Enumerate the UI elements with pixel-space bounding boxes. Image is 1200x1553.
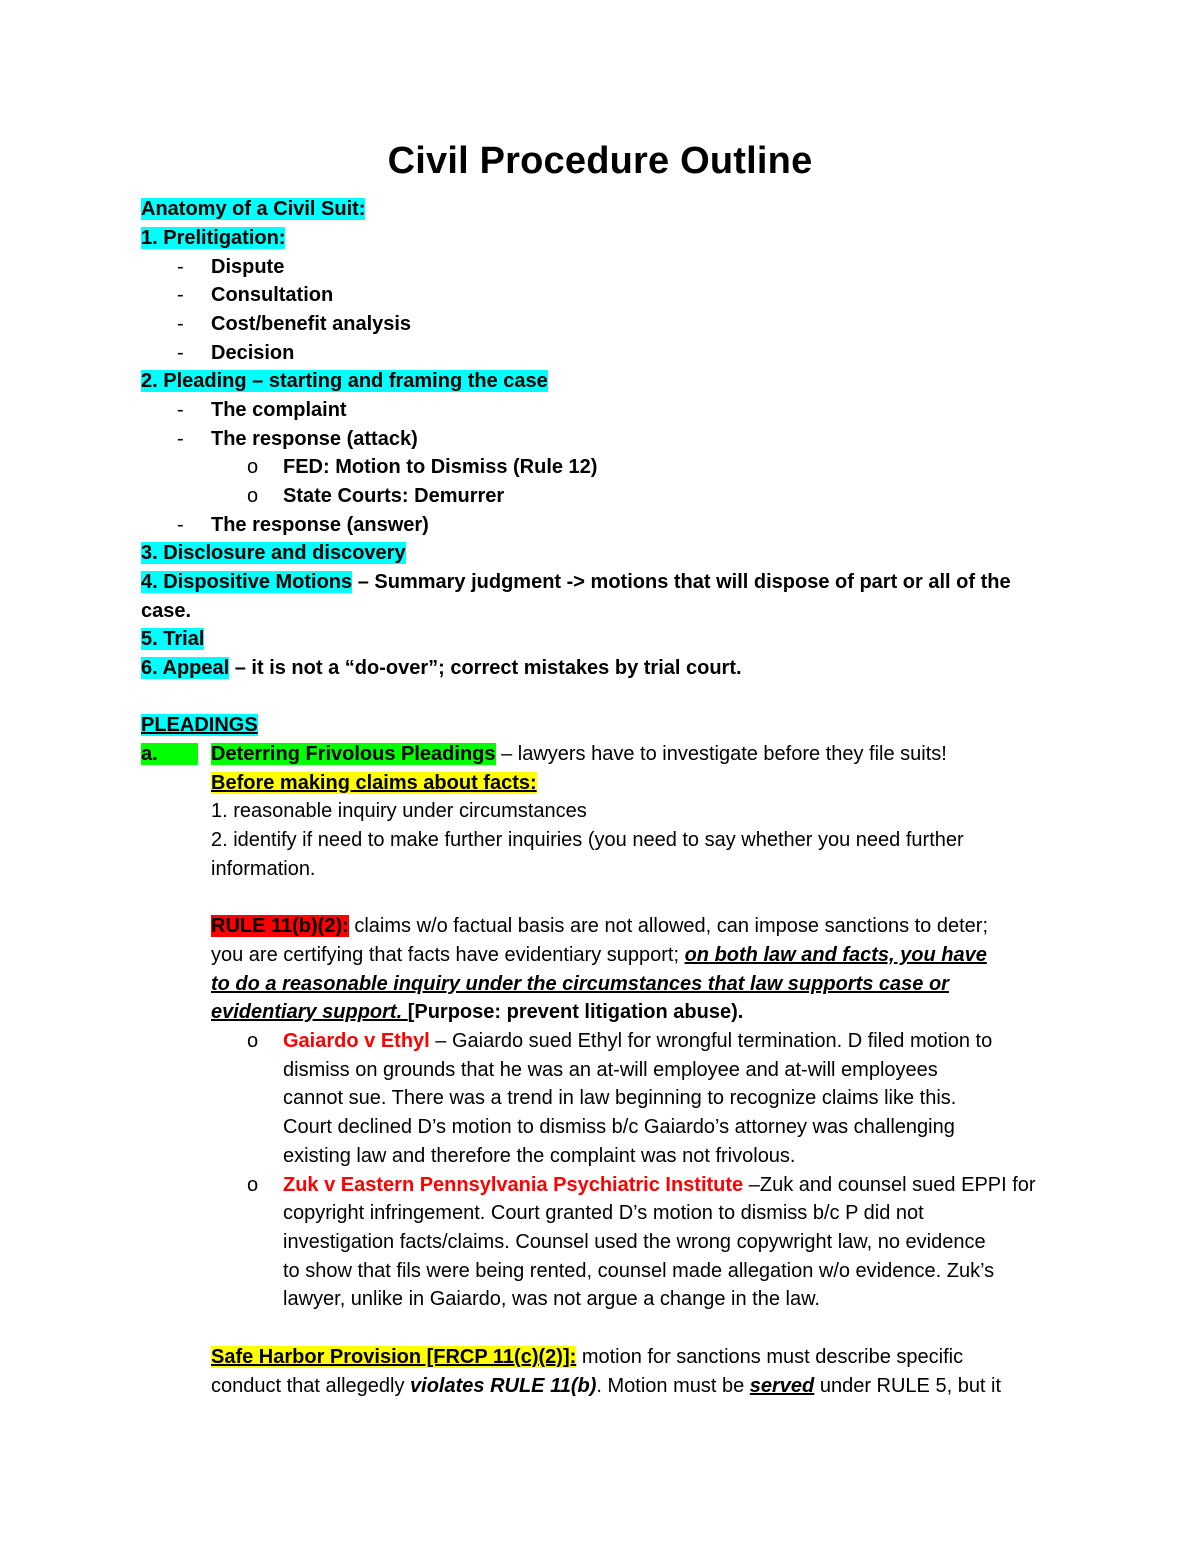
list-item: Cost/benefit analysis [211, 313, 412, 335]
before-heading: Before making claims about facts: [211, 772, 537, 794]
case-line: investigation facts/claims. Counsel used the wrong copywright law, no evidence [283, 1231, 986, 1253]
safe-harbor-line: conduct that allegedly violates RULE 11(b). Motion must be served under RULE 5, but it [211, 1375, 1002, 1397]
case-line: Court declined D’s motion to dismiss b/c Gaiardo’s attorney was challenging [283, 1116, 955, 1138]
item-a: Deterring Frivolous Pleadings – lawyers have to investigate before they file suits! [211, 743, 947, 765]
paragraph-line: 1. reasonable inquiry under circumstances [211, 800, 587, 822]
paragraph-line: information. [211, 858, 316, 880]
pleadings-heading: PLEADINGS [141, 714, 258, 736]
case-line: cannot sue. There was a trend in law beginning to recognize claims like this. [283, 1087, 957, 1109]
bullet-dash: - [177, 313, 184, 335]
section-dispositive: 4. Dispositive Motions – Summary judgment -> motions that will dispose of part or all of the [141, 571, 1011, 593]
list-item: The response (attack) [211, 428, 418, 450]
bullet-dash: - [177, 514, 184, 536]
section-dispositive-cont: case. [141, 600, 192, 622]
bullet-circle: o [247, 456, 259, 478]
case-gaiardo: Gaiardo v Ethyl – Gaiardo sued Ethyl for wrongful termination. D filed motion to [283, 1030, 993, 1052]
paragraph-line: 2. identify if need to make further inquiries (you need to say whether you need further [211, 829, 964, 851]
list-item: Decision [211, 342, 295, 364]
case-line: copyright infringement. Court granted D’s motion to dismiss b/c P did not [283, 1202, 924, 1224]
list-item: Consultation [211, 284, 334, 306]
case-zuk: Zuk v Eastern Pennsylvania Psychiatric Institute –Zuk and counsel sued EPPI for [283, 1174, 1036, 1196]
list-item: Dispute [211, 256, 285, 278]
list-item: The complaint [211, 399, 347, 421]
case-line: lawyer, unlike in Gaiardo, was not argue a change in the law. [283, 1288, 820, 1310]
section-trial: 5. Trial [141, 628, 205, 650]
sub-list-item: State Courts: Demurrer [283, 485, 505, 507]
document-title: Civil Procedure Outline [387, 140, 813, 182]
rule-11-line: you are certifying that facts have evidentiary support; on both law and facts, you have [211, 944, 987, 966]
case-line: to show that fils were being rented, counsel made allegation w/o evidence. Zuk’s [283, 1260, 995, 1282]
sub-list-item: FED: Motion to Dismiss (Rule 12) [283, 456, 598, 478]
rule-11-line: RULE 11(b)(2): claims w/o factual basis are not allowed, can impose sanctions to deter; [211, 915, 989, 937]
bullet-dash: - [177, 342, 184, 364]
bullet-dash: - [177, 284, 184, 306]
section-disclosure: 3. Disclosure and discovery [141, 542, 406, 564]
bullet-circle: o [247, 485, 259, 507]
case-line: dismiss on grounds that he was an at-will employee and at-will employees [283, 1059, 938, 1081]
section-appeal: 6. Appeal – it is not a “do-over”; correct mistakes by trial court. [141, 657, 742, 679]
bullet-circle: o [247, 1030, 259, 1052]
section-prelitigation: 1. Prelitigation: [141, 227, 286, 249]
list-item: The response (answer) [211, 514, 429, 536]
bullet-dash: - [177, 399, 184, 421]
safe-harbor-line: Safe Harbor Provision [FRCP 11(c)(2)]: motion for sanctions must describe specific [211, 1346, 964, 1368]
bullet-dash: - [177, 256, 184, 278]
rule-11-line: to do a reasonable inquiry under the circumstances that law supports case or [211, 973, 949, 995]
bullet-dash: - [177, 428, 184, 450]
case-line: existing law and therefore the complaint was not frivolous. [283, 1145, 796, 1167]
item-a-label: a. [141, 740, 211, 769]
rule-11-line: evidentiary support. [Purpose: prevent litigation abuse). [211, 1001, 744, 1023]
anatomy-heading: Anatomy of a Civil Suit: [141, 198, 366, 220]
bullet-circle: o [247, 1174, 259, 1196]
section-pleading: 2. Pleading – starting and framing the case [141, 370, 548, 392]
